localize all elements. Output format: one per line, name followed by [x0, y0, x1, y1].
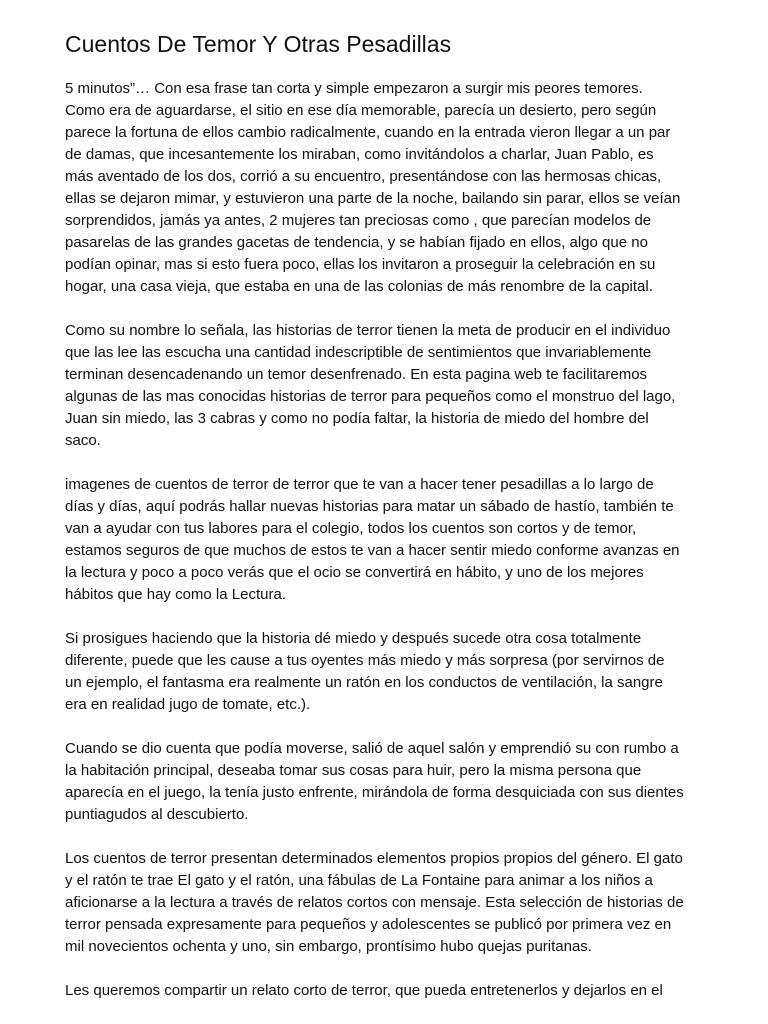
- paragraph-line: Les queremos compartir un relato corto de terror, que pueda entretenerlos y dejarlos en el: [65, 982, 663, 999]
- paragraph-line: puntiagudos al descubierto.: [65, 806, 249, 823]
- paragraph-line: un ejemplo, el fantasma era realmente un ratón en los conductos de ventilación, la sangre: [65, 674, 663, 691]
- paragraph-line: Cuando se dio cuenta que podía moverse, salió de aquel salón y emprendió su con rumbo a: [65, 740, 679, 757]
- paragraph: [65, 980, 715, 1002]
- paragraph-line: saco.: [65, 432, 101, 449]
- paragraph-line: podían opinar, mas si esto fuera poco, ellas los invitaron a proseguir la celebración en su: [65, 256, 656, 273]
- paragraph-line: Los cuentos de terror presentan determinados elementos propios propios del género. El gato: [65, 850, 683, 867]
- paragraph-line: algunas de las mas conocidas historias de terror para pequeños como el monstruo del lago,: [65, 388, 676, 405]
- paragraph-line: hogar, una casa vieja, que estaba en una de las colonias de más renombre de la capital.: [65, 278, 653, 295]
- paragraph: [65, 320, 715, 452]
- paragraph-line: era en realidad jugo de tomate, etc.).: [65, 696, 311, 713]
- paragraph-line: Como era de aguardarse, el sitio en ese día memorable, parecía un desierto, pero según: [65, 102, 657, 119]
- paragraph: [65, 628, 715, 716]
- paragraph-line: pasarelas de las grandes gacetas de tendencia, y se habían fijado en ellos, algo que no: [65, 234, 648, 251]
- paragraph-line: sorprendidos, jamás ya antes, 2 mujeres tan preciosas como , que parecían modelos de: [65, 212, 652, 229]
- document-body: [65, 78, 715, 1024]
- paragraph-line: días y días, aquí podrás hallar nuevas historias para matar un sábado de hastío, también te: [65, 498, 674, 515]
- paragraph: [65, 474, 715, 606]
- paragraph-line: estamos seguros de que muchos de estos te van a hacer sentir miedo conforme avanzas en: [65, 542, 680, 559]
- paragraph-line: 5 minutos”… Con esa frase tan corta y simple empezaron a surgir mis peores temores.: [65, 80, 643, 97]
- paragraph-line: aparecía en el juego, la tenía justo enfrente, mirándola de forma desquiciada con sus dientes: [65, 784, 684, 801]
- paragraph-line: y el ratón te trae El gato y el ratón, una fábulas de La Fontaine para animar a los niños a: [65, 872, 653, 889]
- paragraph: [65, 848, 715, 958]
- paragraph-line: Si prosigues haciendo que la historia dé miedo y después sucede otra cosa totalmente: [65, 630, 642, 647]
- paragraph-line: más aventado de los dos, corrió a su encuentro, presentándose con las hermosas chicas,: [65, 168, 662, 185]
- paragraph-line: que las lee las escucha una cantidad indescriptible de sentimientos que invariablemente: [65, 344, 652, 361]
- paragraph-line: hábitos que hay como la Lectura.: [65, 586, 286, 603]
- paragraph-line: Como su nombre lo señala, las historias de terror tienen la meta de producir en el individuo: [65, 322, 671, 339]
- paragraph-line: terminan desencadenando un temor desenfrenado. En esta pagina web te facilitaremos: [65, 366, 648, 383]
- paragraph-line: diferente, puede que les cause a tus oyentes más miedo y más sorpresa (por servirnos de: [65, 652, 665, 669]
- paragraph-line: mil novecientos ochenta y uno, sin embargo, prontísimo hubo quejas puritanas.: [65, 938, 592, 955]
- paragraph-line: ellas se dejaron mimar, y estuvieron una parte de la noche, bailando sin parar, ellos se veían: [65, 190, 681, 207]
- paragraph-line: imagenes de cuentos de terror de terror que te van a hacer tener pesadillas a lo largo de: [65, 476, 654, 493]
- paragraph-line: la lectura y poco a poco verás que el ocio se convertirá en hábito, y uno de los mejores: [65, 564, 644, 581]
- paragraph-line: la habitación principal, deseaba tomar sus cosas para huir, pero la misma persona que: [65, 762, 642, 779]
- paragraph: [65, 78, 715, 298]
- document-title: Cuentos De Temor Y Otras Pesadillas: [65, 31, 452, 57]
- paragraph-line: van a ayudar con tus labores para el colegio, todos los cuentos son cortos y de temor,: [65, 520, 637, 537]
- paragraph-line: Juan sin miedo, las 3 cabras y como no podía faltar, la historia de miedo del hombre del: [65, 410, 649, 427]
- paragraph-line: terror pensada expresamente para pequeños y adolescentes se publicó por primera vez en: [65, 916, 672, 933]
- paragraph-line: parece la fortuna de ellos cambio radicalmente, cuando en la entrada vieron llegar a un par: [65, 124, 671, 141]
- paragraph: [65, 738, 715, 826]
- paragraph-line: aficionarse a la lectura a través de relatos cortos con mensaje. Esta selección de historias de: [65, 894, 684, 911]
- paragraph-line: de damas, que incesantemente los miraban, como invitándolos a charlar, Juan Pablo, es: [65, 146, 654, 163]
